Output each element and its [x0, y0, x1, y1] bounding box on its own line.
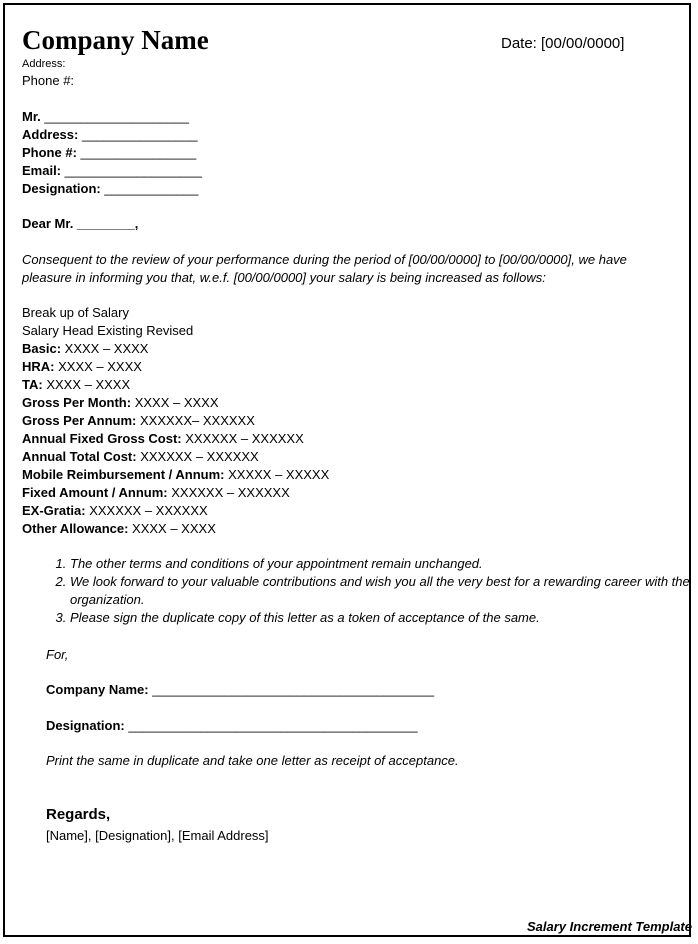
recipient-block: [22, 108, 202, 198]
salary-row: Basic: XXXX – XXXX: [22, 341, 149, 356]
company-name: Company Name: [22, 25, 209, 55]
salary-row: EX-Gratia: XXXXXX – XXXXXX: [22, 503, 208, 518]
salutation: Dear Mr. ________,: [22, 216, 139, 231]
salary-row: TA: XXXX – XXXX: [22, 377, 131, 392]
letter-date: Date: [00/00/0000]: [501, 35, 625, 52]
breakup-title: Break up of Salary: [22, 305, 129, 320]
salary-row: Annual Fixed Gross Cost: XXXXXX – XXXXXX: [22, 431, 304, 446]
term-item: 1. The other terms and conditions of your appointment remain unchanged.: [70, 555, 698, 573]
regards-heading: Regards,: [46, 806, 111, 823]
salary-row: Fixed Amount / Annum: XXXXXX – XXXXXX: [22, 485, 290, 500]
salary-row: Gross Per Annum: XXXXXX– XXXXXX: [22, 413, 255, 428]
recipient-field: Mr. ____________________: [22, 109, 190, 124]
print-note: Print the same in duplicate and take one letter as receipt of acceptance.: [46, 753, 459, 768]
breakup-header: Salary Head Existing Revised: [22, 323, 194, 338]
template-footer: Salary Increment Template: [527, 919, 692, 934]
signature-line: [Name], [Designation], [Email Address]: [46, 828, 269, 843]
salary-row: HRA: XXXX – XXXX: [22, 359, 142, 374]
recipient-field: Email: ___________________: [22, 163, 202, 178]
company-signoff-field: Company Name: _______________________________________: [46, 682, 435, 697]
terms-list: [22, 555, 698, 627]
intro-paragraph: Consequent to the review of your performance during the period of [00/00/0000] to [00/00/0000], we have pleasure in informing you that, w.e.f. [00/00/0000] your salary is being increased as follows:: [22, 252, 627, 285]
salary-row: Other Allowance: XXXX – XXXX: [22, 521, 216, 536]
term-item: 2. We look forward to your valuable contributions and wish you all the very best for a rewarding career with the organization.: [70, 573, 698, 609]
salary-row: Annual Total Cost: XXXXXX – XXXXXX: [22, 449, 259, 464]
term-item: 3. Please sign the duplicate copy of this letter as a token of acceptance of the same.: [70, 609, 698, 627]
for-label: For,: [46, 647, 69, 662]
company-phone-label: Phone #:: [22, 73, 75, 88]
company-address-label: Address:: [22, 58, 66, 70]
salary-row: Gross Per Month: XXXX – XXXX: [22, 395, 219, 410]
salary-table: [22, 340, 329, 538]
recipient-field: Designation: _____________: [22, 181, 199, 196]
designation-signoff-field: Designation: ________________________________________: [46, 718, 418, 733]
salary-row: Mobile Reimbursement / Annum: XXXXX – XXXXX: [22, 467, 330, 482]
recipient-field: Phone #: ________________: [22, 145, 197, 160]
recipient-field: Address: ________________: [22, 127, 198, 142]
